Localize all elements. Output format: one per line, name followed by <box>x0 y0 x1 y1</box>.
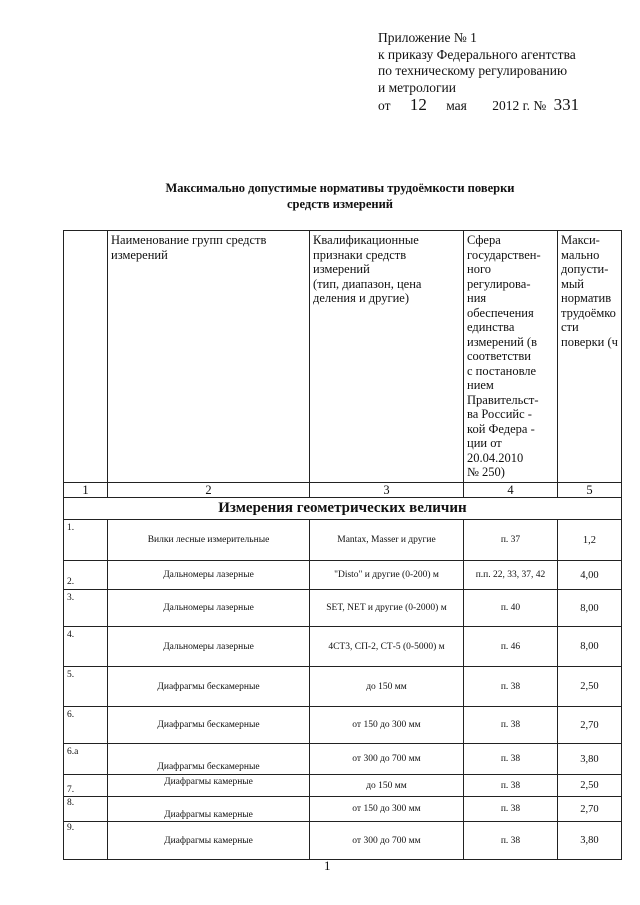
header-line: соответстви <box>467 349 531 363</box>
header-line: № 250) <box>467 465 505 479</box>
header-line: трудоёмко <box>561 305 616 320</box>
header-line: ния <box>467 291 487 305</box>
column-number: 5 <box>558 483 622 498</box>
table-header-row <box>64 231 622 483</box>
row-sphere: п. 38 <box>464 775 558 797</box>
row-number: 4. <box>64 627 108 667</box>
page-number: 1 <box>324 858 331 873</box>
row-norm: 2,50 <box>558 667 622 707</box>
row-attributes: Mantax, Masser и другие <box>310 520 464 561</box>
row-norm: 8,00 <box>558 590 622 627</box>
title-line: Максимально допустимые нормативы трудоёмкости поверки <box>165 181 515 195</box>
row-name: Диафрагмы камерные <box>108 775 310 797</box>
row-name: Дальномеры лазерные <box>108 590 310 627</box>
row-number: 2. <box>64 561 108 590</box>
row-number: 6.а <box>64 744 108 775</box>
header-line: государствен- <box>467 247 541 262</box>
row-number: 3. <box>64 590 108 627</box>
header-line: Правительст- <box>467 392 539 407</box>
order-number: 331 <box>553 95 580 114</box>
header-line: сти <box>561 320 579 334</box>
header-line: Макси- <box>561 233 600 247</box>
row-norm: 4,00 <box>558 561 622 590</box>
row-norm: 1,2 <box>558 520 622 561</box>
column-number: 3 <box>310 483 464 498</box>
row-name: Диафрагмы бескамерные <box>108 744 310 775</box>
row-sphere: п. 40 <box>464 590 558 627</box>
column-number: 4 <box>464 483 558 498</box>
header-line: Сфера <box>467 233 501 247</box>
row-sphere: п. 46 <box>464 627 558 667</box>
column-number: 2 <box>108 483 310 498</box>
header-line: мально <box>561 247 600 262</box>
row-attributes: 4СТ3, СП-2, СТ-5 (0-5000) м <box>310 627 464 667</box>
row-sphere: п. 37 <box>464 520 558 561</box>
date-year: 2012 г. № <box>492 98 547 113</box>
header-line: допусти- <box>561 262 609 276</box>
header-line: мый <box>561 276 584 291</box>
row-name: Диафрагмы бескамерные <box>108 667 310 707</box>
table-row <box>64 520 622 561</box>
row-attributes: до 150 мм <box>310 667 464 707</box>
date-prefix: от <box>378 98 391 113</box>
table-row <box>64 775 622 797</box>
row-attributes: "Disto" и другие (0-200) м <box>310 561 464 590</box>
row-number: 8. <box>64 797 108 822</box>
header-cell-norm <box>558 231 622 483</box>
annex-line: и метрологии <box>378 79 456 95</box>
row-attributes: до 150 мм <box>310 775 464 797</box>
header-line: 20.04.2010 <box>467 450 524 465</box>
header-cell-attributes <box>310 231 464 483</box>
row-number: 7. <box>64 775 108 797</box>
header-line: поверки (ч <box>561 334 618 349</box>
annex-line: к приказу Федерального агентства <box>378 46 576 62</box>
row-name: Дальномеры лазерные <box>108 627 310 667</box>
row-sphere: п. 38 <box>464 797 558 822</box>
title-line: средств измерений <box>287 197 393 211</box>
header-cell-number <box>64 231 108 483</box>
column-number: 1 <box>64 483 108 498</box>
header-attr-line: Квалификационные признаки средств измерений <box>313 233 419 276</box>
row-name: Диафрагмы камерные <box>108 822 310 860</box>
header-line: норматив <box>561 291 612 305</box>
row-number: 9. <box>64 822 108 860</box>
row-norm: 3,80 <box>558 744 622 775</box>
annex-block <box>378 30 579 115</box>
header-line: единства <box>467 320 515 334</box>
row-name: Дальномеры лазерные <box>108 561 310 590</box>
header-line: с постановле <box>467 363 537 378</box>
row-name: Диафрагмы камерные <box>108 797 310 822</box>
header-cell-name: Наименование групп средств измерений <box>108 231 310 483</box>
row-number: 5. <box>64 667 108 707</box>
table-row <box>64 561 622 590</box>
row-norm: 3,80 <box>558 822 622 860</box>
table-row <box>64 590 622 627</box>
table-row <box>64 667 622 707</box>
table-row <box>64 744 622 775</box>
header-line: измерений (в <box>467 334 537 349</box>
header-line: ва Российс - <box>467 407 532 421</box>
header-line: обеспечения <box>467 305 534 320</box>
row-attributes: от 300 до 700 мм <box>310 744 464 775</box>
order-date <box>378 97 579 115</box>
header-attr-line: (тип, диапазон, цена деления и другие) <box>313 276 422 305</box>
row-sphere: п. 38 <box>464 744 558 775</box>
table-row <box>64 627 622 667</box>
row-norm: 2,50 <box>558 775 622 797</box>
row-number: 6. <box>64 707 108 744</box>
column-number-row <box>64 483 622 498</box>
row-name: Диафрагмы бескамерные <box>108 707 310 744</box>
table-row <box>64 797 622 822</box>
header-line: регулирова- <box>467 276 531 291</box>
row-sphere: п.п. 22, 33, 37, 42 <box>464 561 558 590</box>
row-norm: 2,70 <box>558 797 622 822</box>
header-line: ного <box>467 262 492 276</box>
annex-line: по техническому регулированию <box>378 63 568 78</box>
norms-table <box>63 230 622 860</box>
date-month: мая <box>446 98 467 113</box>
table-row <box>64 822 622 860</box>
header-line: кой Федера - <box>467 421 535 436</box>
row-sphere: п. 38 <box>464 667 558 707</box>
row-name: Вилки лесные измерительные <box>108 520 310 561</box>
header-line: ции от <box>467 436 502 450</box>
row-attributes: SET, NET и другие (0-2000) м <box>310 590 464 627</box>
row-number: 1. <box>64 520 108 561</box>
row-norm: 2,70 <box>558 707 622 744</box>
row-sphere: п. 38 <box>464 822 558 860</box>
section-row <box>64 498 622 520</box>
header-cell-sphere <box>464 231 558 483</box>
annex-line: Приложение № 1 <box>378 30 477 45</box>
section-title: Измерения геометрических величин <box>64 498 622 520</box>
table-row <box>64 707 622 744</box>
header-line: нием <box>467 378 494 392</box>
row-attributes: от 150 до 300 мм <box>310 797 464 822</box>
row-attributes: от 300 до 700 мм <box>310 822 464 860</box>
row-attributes: от 150 до 300 мм <box>310 707 464 744</box>
row-sphere: п. 38 <box>464 707 558 744</box>
row-norm: 8,00 <box>558 627 622 667</box>
date-day: 12 <box>409 95 427 114</box>
page-title <box>100 180 580 212</box>
